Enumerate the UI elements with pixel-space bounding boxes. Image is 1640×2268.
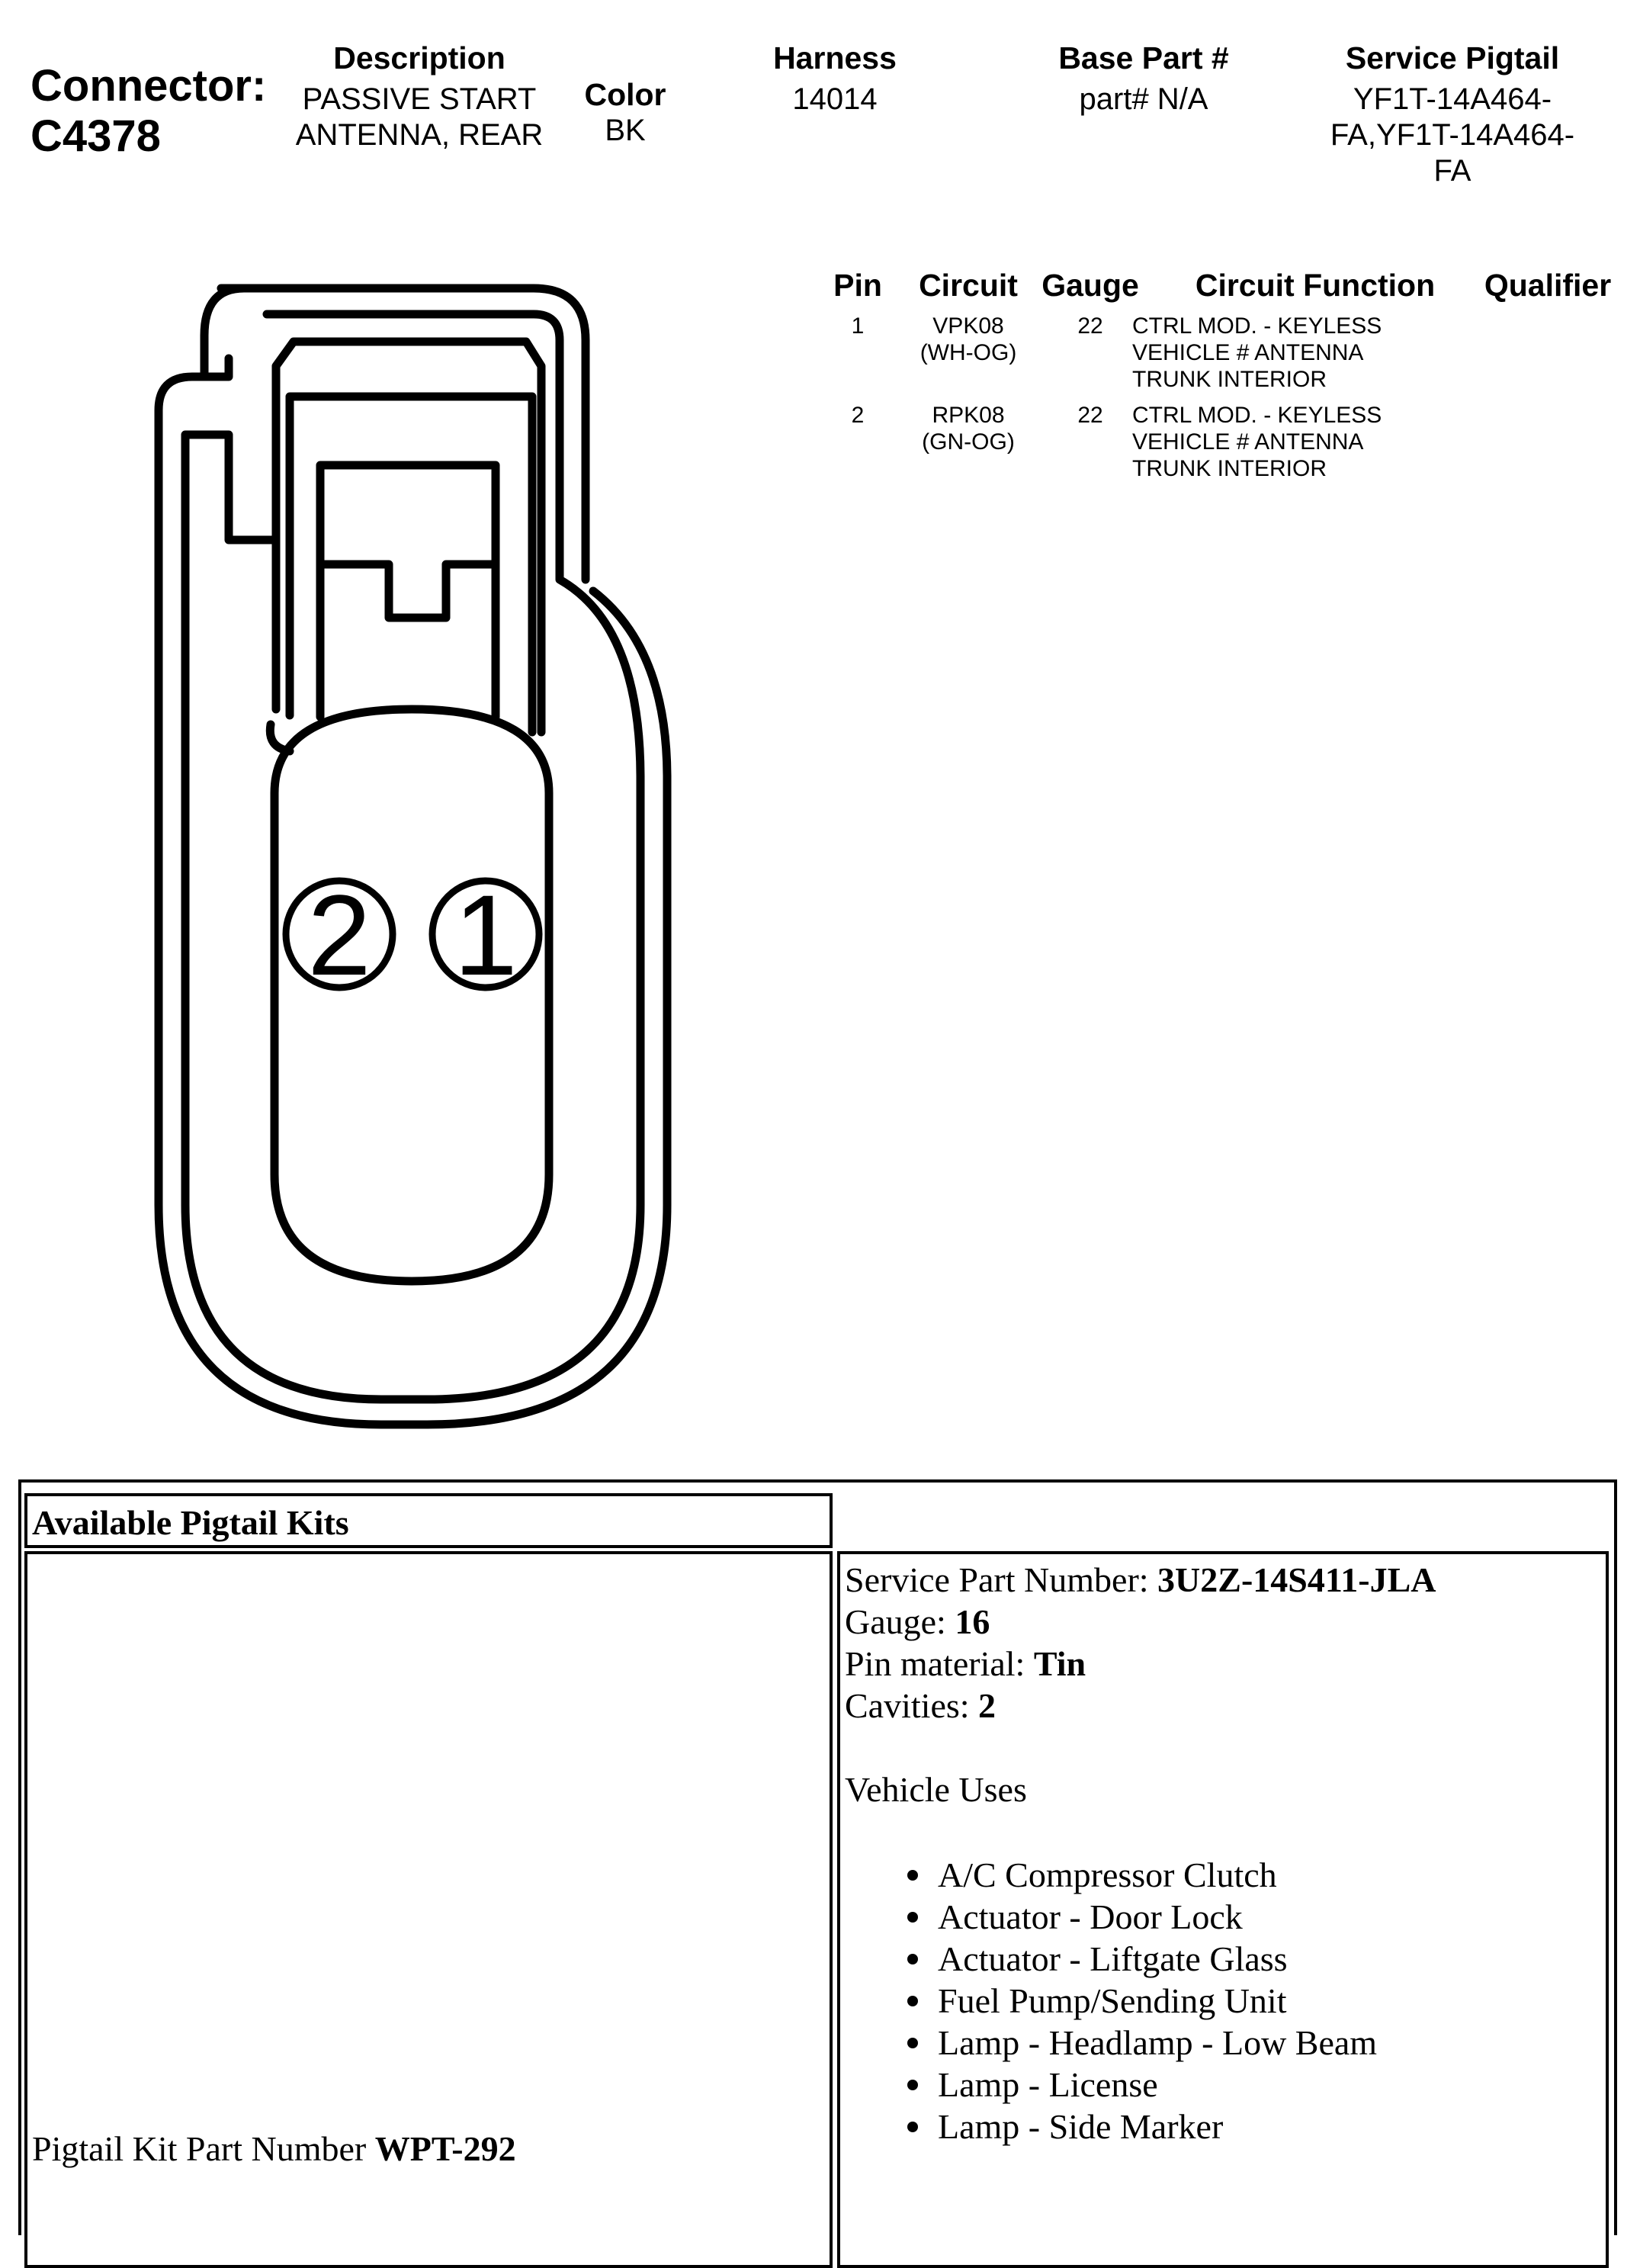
service-pigtail-line-3: FA bbox=[1433, 154, 1472, 188]
circuit-header: Circuit bbox=[919, 268, 1018, 303]
cavities-value: 2 bbox=[978, 1686, 997, 1725]
row-circuit-line-1: VPK08 bbox=[932, 313, 1004, 339]
base-part-header: Base Part # bbox=[1058, 40, 1229, 75]
pin-material-value: Tin bbox=[1033, 1644, 1086, 1683]
pin-material-label: Pin material: bbox=[845, 1644, 1034, 1683]
connector-face-diagram bbox=[0, 0, 762, 1464]
connector-id: C4378 bbox=[30, 111, 161, 161]
row-function-line-1: CTRL MOD. - KEYLESS bbox=[1132, 313, 1382, 339]
row-pin: 2 bbox=[851, 403, 865, 428]
row-gauge: 22 bbox=[1077, 313, 1103, 339]
description-line-1: PASSIVE START bbox=[302, 82, 537, 116]
vehicle-use-text: Lamp - Headlamp - Low Beam bbox=[938, 2023, 1378, 2062]
service-part-value: 3U2Z-14S411-JLA bbox=[1157, 1560, 1436, 1599]
list-item bbox=[845, 2106, 1606, 2148]
harness-column bbox=[732, 40, 938, 117]
vehicle-use-text: A/C Compressor Clutch bbox=[938, 1855, 1277, 1894]
kit-gauge-label: Gauge: bbox=[845, 1602, 955, 1641]
vehicle-use-text: Actuator - Door Lock bbox=[938, 1897, 1243, 1936]
service-pigtail-line-2: FA,YF1T-14A464- bbox=[1330, 118, 1575, 152]
row-pin: 1 bbox=[851, 313, 865, 339]
row-function-line-1: CTRL MOD. - KEYLESS bbox=[1132, 403, 1382, 428]
base-part-column bbox=[1014, 40, 1273, 117]
kit-part-value: WPT-292 bbox=[374, 2129, 516, 2168]
kit-part-label: Pigtail Kit Part Number bbox=[32, 2129, 375, 2168]
bullet-icon bbox=[907, 1996, 918, 2006]
list-item bbox=[845, 1980, 1606, 2022]
kits-frame-top bbox=[18, 1479, 1617, 1483]
pin-material bbox=[845, 1643, 1606, 1685]
description-line-2: ANTENNA, REAR bbox=[295, 118, 544, 152]
row-circuit-line-2: (WH-OG) bbox=[919, 340, 1017, 365]
kit-spec-box bbox=[837, 1551, 1609, 2268]
bullet-icon bbox=[907, 1912, 918, 1923]
service-pigtail-line-1: YF1T-14A464- bbox=[1353, 82, 1552, 116]
vehicle-use-text: Lamp - Side Marker bbox=[938, 2107, 1224, 2146]
kits-title-box bbox=[24, 1493, 833, 1548]
kit-left-box bbox=[24, 1551, 833, 2268]
bullet-icon bbox=[907, 2080, 918, 2090]
row-function-line-3: TRUNK INTERIOR bbox=[1132, 367, 1327, 392]
kit-gauge-value: 16 bbox=[955, 1602, 990, 1641]
color-value: BK bbox=[605, 114, 646, 147]
table-row bbox=[816, 313, 1632, 397]
bullet-icon bbox=[907, 1870, 918, 1881]
housing-outer-outline bbox=[159, 288, 667, 1425]
table-row bbox=[816, 402, 1632, 486]
vehicle-use-text: Fuel Pump/Sending Unit bbox=[938, 1981, 1287, 2020]
harness-header: Harness bbox=[773, 40, 897, 75]
list-item bbox=[845, 2022, 1606, 2064]
harness-value: 14014 bbox=[792, 82, 878, 116]
connector-label: Connector: bbox=[30, 61, 267, 111]
row-circuit-line-2: (GN-OG) bbox=[922, 429, 1015, 455]
row-function bbox=[1132, 313, 1452, 393]
vehicle-uses-heading: Vehicle Uses bbox=[845, 1770, 1027, 1809]
base-part-value: part# N/A bbox=[1079, 82, 1208, 116]
bullet-icon bbox=[907, 1954, 918, 1964]
service-part-number bbox=[845, 1559, 1606, 1601]
vehicle-uses-list bbox=[845, 1854, 1606, 2148]
list-item bbox=[845, 1896, 1606, 1938]
kits-frame-left bbox=[18, 1479, 21, 2235]
service-pigtail-column bbox=[1289, 40, 1616, 189]
cavities bbox=[845, 1685, 1606, 1727]
row-function-line-2: VEHICLE # ANTENNA bbox=[1132, 429, 1364, 455]
list-item bbox=[845, 1854, 1606, 1896]
bullet-icon bbox=[907, 2038, 918, 2048]
lock-tab bbox=[320, 465, 496, 717]
bullet-icon bbox=[907, 2122, 918, 2132]
function-header: Circuit Function bbox=[1195, 268, 1436, 303]
cavity-1-label: 1 bbox=[454, 871, 518, 999]
cavities-label: Cavities: bbox=[845, 1686, 979, 1725]
row-circuit-line-1: RPK08 bbox=[932, 403, 1005, 428]
color-header: Color bbox=[584, 77, 666, 112]
list-item bbox=[845, 2064, 1606, 2106]
vehicle-use-text: Actuator - Liftgate Glass bbox=[938, 1939, 1288, 1978]
kit-gauge bbox=[845, 1601, 1606, 1643]
service-pigtail-header: Service Pigtail bbox=[1345, 40, 1560, 75]
pin-table bbox=[816, 267, 1632, 488]
vehicle-use-text: Lamp - License bbox=[938, 2065, 1158, 2104]
housing-inner-outline bbox=[185, 314, 640, 1399]
row-gauge: 22 bbox=[1077, 403, 1103, 428]
list-item bbox=[845, 1938, 1606, 1980]
cavity-2-label: 2 bbox=[307, 871, 371, 999]
row-function-line-3: TRUNK INTERIOR bbox=[1132, 456, 1327, 481]
description-header: Description bbox=[333, 40, 505, 75]
gauge-header: Gauge bbox=[1041, 268, 1139, 303]
row-function-line-2: VEHICLE # ANTENNA bbox=[1132, 340, 1364, 365]
row-function bbox=[1132, 402, 1452, 482]
kits-frame-right bbox=[1614, 1479, 1617, 2235]
service-part-label: Service Part Number: bbox=[845, 1560, 1158, 1599]
kits-title: Available Pigtail Kits bbox=[32, 1503, 349, 1542]
qualifier-header: Qualifier bbox=[1484, 268, 1612, 303]
pin-header: Pin bbox=[833, 268, 882, 303]
kit-part-number bbox=[32, 2128, 516, 2170]
